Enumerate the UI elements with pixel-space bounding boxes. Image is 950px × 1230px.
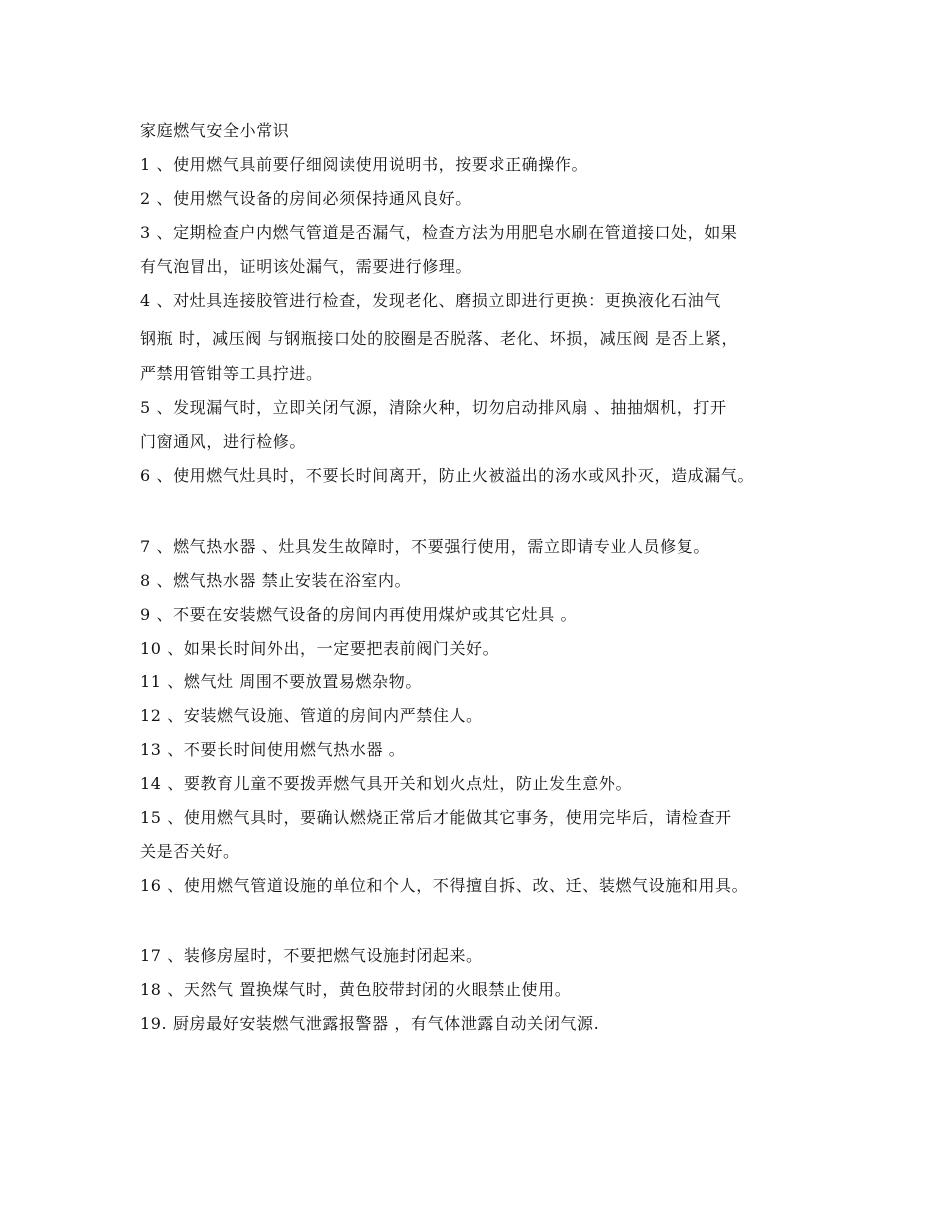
text-line: 19. 厨房最好安装燃气泄露报警器 ，有气体泄露自动关闭气源. [140,1014,600,1033]
text-line: 钢瓶 时，减压阀 与钢瓶接口处的胶圈是否脱落、老化、坏损，减压阀 是否上紧， [140,329,739,348]
text-line: 门窗通风，进行检修。 [140,432,307,451]
text-line: 有气泡冒出，证明该处漏气，需要进行修理。 [140,257,473,276]
text-line: 15 、使用燃气具时，要确认燃烧正常后才能做其它事务，使用完毕后，请检查开 [140,808,732,827]
text-line: 17 、装修房屋时，不要把燃气设施封闭起来。 [140,946,483,965]
text-line: 11 、燃气灶 周围不要放置易燃杂物。 [140,672,422,691]
text-line: 6 、使用燃气灶具时，不要长时间离开，防止火被溢出的汤水或风扑灭，造成漏气。 [140,466,755,485]
text-line: 14 、要教育儿童不要拨弄燃气具开关和划火点灶，防止发生意外。 [140,774,633,793]
text-line: 关是否关好。 [140,842,240,861]
text-line: 1 、使用燃气具前要仔细阅读使用说明书，按要求正确操作。 [140,155,589,174]
text-line: 3 、定期检查户内燃气管道是否漏气，检查方法为用肥皂水刷在管道接口处，如果 [140,223,738,242]
text-line: 9 、不要在安装燃气设备的房间内再使用煤炉或其它灶具 。 [140,605,578,624]
text-line: 4 、对灶具连接胶管进行检查，发现老化、磨损立即进行更换：更换液化石油气 [140,291,721,310]
text-line: 5 、发现漏气时，立即关闭气源，清除火种，切勿启动排风扇 、抽抽烟机，打开 [140,398,727,417]
text-line: 8 、燃气热水器 禁止安装在浴室内。 [140,571,412,590]
text-line: 2 、使用燃气设备的房间必须保持通风良好。 [140,189,472,208]
text-line: 18 、天然气 置换煤气时，黄色胶带封闭的火眼禁止使用。 [140,980,572,999]
text-line: 13 、不要长时间使用燃气热水器 。 [140,740,406,759]
text-line: 12 、安装燃气设施、管道的房间内严禁住人。 [140,706,483,725]
text-line: 10 、如果长时间外出，一定要把表前阀门关好。 [140,639,500,658]
text-line: 严禁用管钳等工具拧进。 [140,364,323,383]
page-title: 家庭燃气安全小常识 [140,121,290,140]
text-line: 7 、燃气热水器 、灶具发生故障时，不要强行使用，需立即请专业人员修复。 [140,537,710,556]
text-line: 16 、使用燃气管道设施的单位和个人，不得擅自拆、改、迁、装燃气设施和用具。 [140,876,749,895]
